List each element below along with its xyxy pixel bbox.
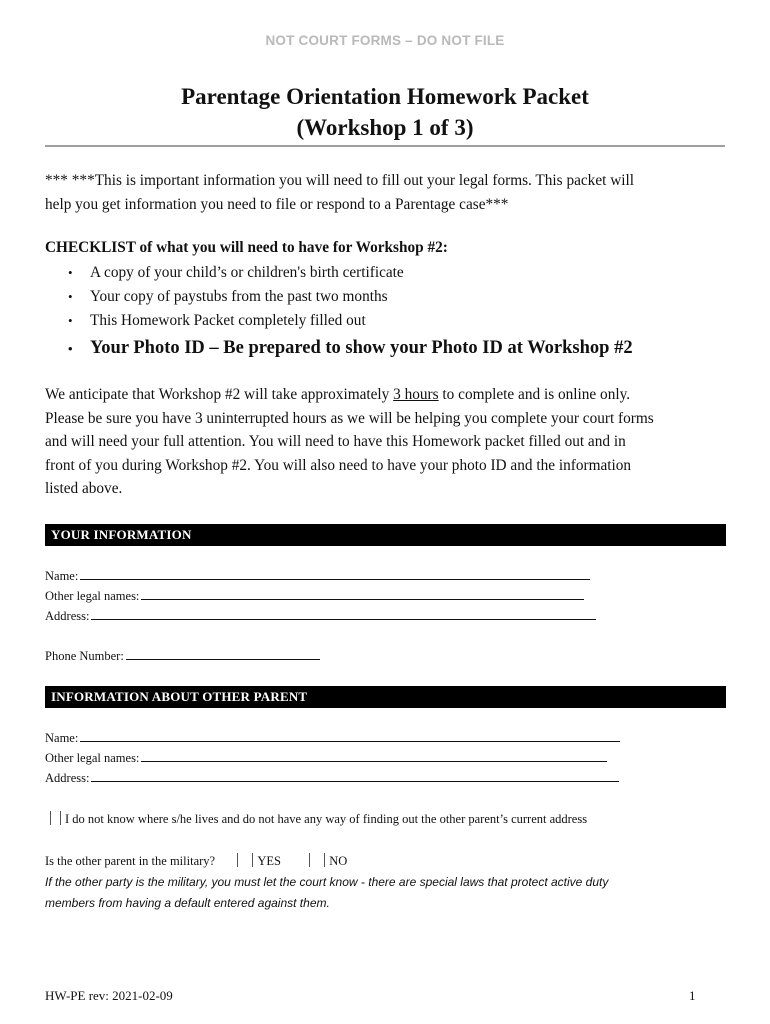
checklist-item: • Your copy of paystubs from the past two months	[90, 286, 633, 310]
unknown-address-label: I do not know where s/he lives and do not have any way of finding out the other parent’s current address	[65, 812, 588, 826]
checklist	[45, 262, 633, 363]
your-name-row	[45, 567, 590, 584]
unknown-address-checkbox[interactable]	[50, 811, 61, 825]
intro-line: *** ***This is important information you will need to fill out your legal forms. This packet will	[45, 172, 634, 189]
text-span: to complete and is online only.	[438, 386, 631, 403]
intro-line: help you get information you need to file or respond to a Parentage case***	[45, 195, 509, 213]
unknown-address-row	[50, 811, 587, 827]
checklist-item-photo-id: • Your Photo ID – Be prepared to show your Photo ID at Workshop #2	[90, 335, 633, 363]
page-subtitle: (Workshop 1 of 3)	[296, 115, 474, 140]
watermark-header: NOT COURT FORMS – DO NOT FILE	[265, 33, 505, 48]
workshop-info-paragraph	[45, 383, 730, 501]
other-name-row	[45, 729, 620, 746]
other-parent-address-field[interactable]	[91, 769, 619, 782]
page-title: Parentage Orientation Homework Packet	[181, 84, 589, 109]
workshop-info-line: front of you during Workshop #2. You will also need to have your photo ID and the information	[45, 456, 632, 474]
address-label: Address:	[45, 609, 90, 623]
workshop-info-line: Please be sure you have 3 uninterrupted hours as we will be helping you complete your court forms	[45, 409, 654, 427]
text-span: We anticipate that Workshop #2 will take approximately	[45, 386, 394, 403]
revision-footer: HW-PE rev: 2021-02-09	[45, 988, 173, 1003]
other-parent-header: INFORMATION ABOUT OTHER PARENT	[45, 686, 726, 708]
name-label: Name:	[45, 731, 79, 745]
your-information-header: YOUR INFORMATION	[45, 524, 726, 546]
phone-field[interactable]	[126, 647, 320, 660]
military-no-checkbox[interactable]	[309, 853, 325, 867]
address-field[interactable]	[91, 607, 596, 620]
military-yes-checkbox[interactable]	[237, 853, 253, 867]
military-question-label: Is the other parent in the military?	[45, 854, 216, 868]
other-other-names-row	[45, 749, 607, 766]
workshop-info-line	[45, 383, 730, 407]
title-divider	[45, 145, 725, 147]
military-note-line: members from having a default entered against them.	[45, 896, 330, 910]
other-parent-name-field[interactable]	[80, 729, 620, 742]
name-field[interactable]	[80, 567, 590, 580]
your-address-row	[45, 607, 596, 624]
other-names-field[interactable]	[141, 587, 584, 600]
your-other-names-row	[45, 587, 584, 604]
workshop-info-line: and will need your full attention. You will need to have this Homework packet filled out and in	[45, 433, 626, 450]
page-number: 1	[689, 988, 696, 1003]
other-names-label: Other legal names:	[45, 589, 140, 603]
address-label: Address:	[45, 771, 90, 785]
intro-text	[45, 169, 730, 216]
workshop-info-line: listed above.	[45, 480, 123, 497]
your-phone-row	[45, 647, 320, 664]
military-yes-label: YES	[257, 854, 281, 868]
military-note-line: If the other party is the military, you must let the court know - there are special laws that protect active duty	[45, 875, 609, 889]
phone-label: Phone Number:	[45, 649, 124, 663]
duration-underlined: 3 hours	[393, 386, 439, 403]
checklist-item: • A copy of your child’s or children's birth certificate	[90, 262, 633, 286]
military-note	[45, 872, 725, 914]
checklist-heading: CHECKLIST of what you will need to have for Workshop #2:	[45, 239, 448, 256]
military-no-label: NO	[329, 854, 348, 868]
name-label: Name:	[45, 569, 79, 583]
other-address-row	[45, 769, 619, 786]
checklist-item: • This Homework Packet completely filled out	[90, 310, 633, 334]
other-names-label: Other legal names:	[45, 751, 140, 765]
military-question-row	[45, 853, 347, 869]
other-parent-other-names-field[interactable]	[141, 749, 607, 762]
